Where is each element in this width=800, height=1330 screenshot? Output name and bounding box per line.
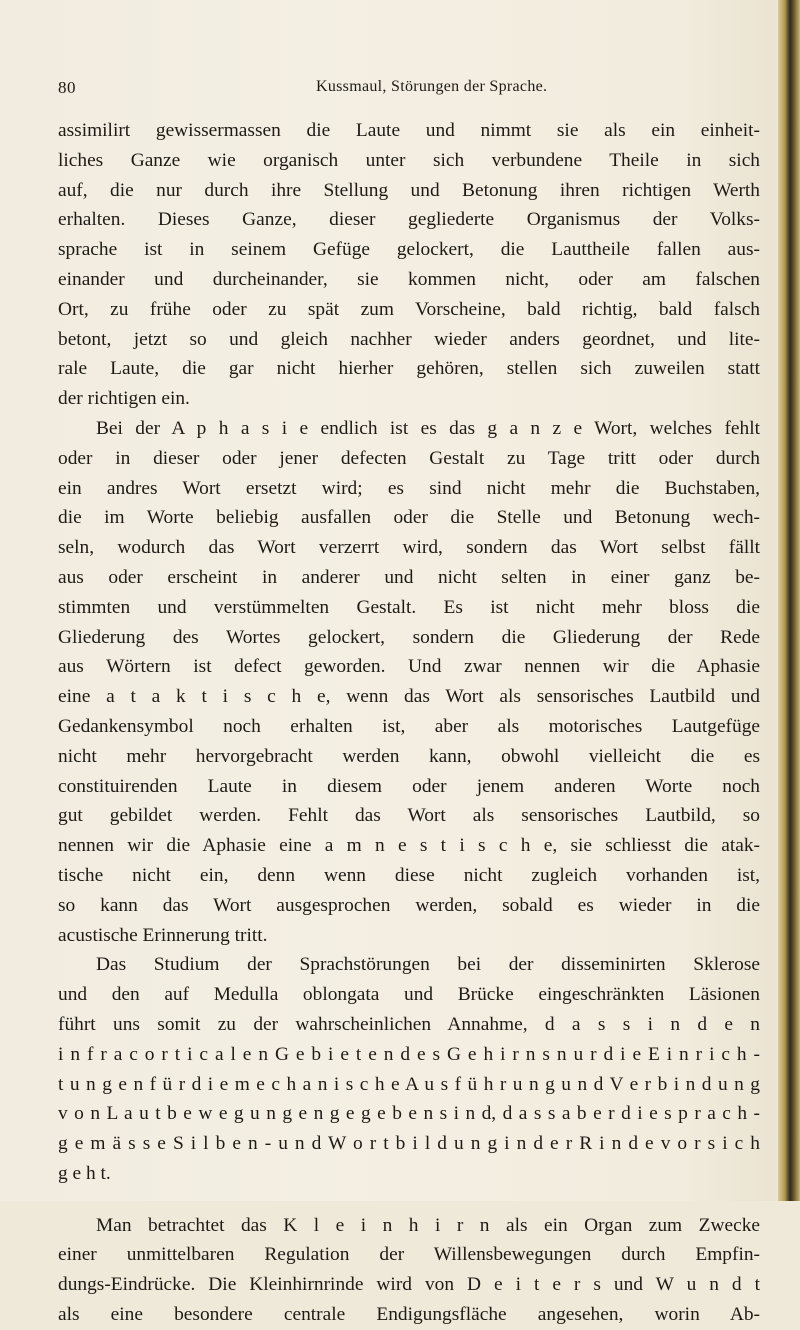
text-line: die im Worte beliebig ausfallen oder die Stelle und Betonung wech- — [58, 507, 760, 529]
text-line: so kann das Wort ausgesprochen werden, sobald es wieder in die — [58, 894, 760, 916]
text-line: Man betrachtet das K l e i n h i r n als ein Organ zum Zwecke — [96, 1214, 760, 1236]
text-line: t u n g e n f ü r d i e m e c h a n i s c h e A u s f ü h r u n g u n d V e r b i n d u n g — [58, 1073, 760, 1095]
text-line: aus Wörtern ist defect geworden. Und zwar nennen wir die Aphasie — [58, 656, 760, 678]
text-line: einander und durcheinander, sie kommen nicht, oder am falschen — [58, 268, 760, 290]
text-line: i n f r a c o r t i c a l e n G e b i e t e n d e s G e h i r n s n u r d i e E i n r i c h - — [58, 1043, 760, 1065]
text-line: Gedankensymbol noch erhalten ist, aber als motorisches Lautgefüge — [58, 715, 760, 737]
text-line: nicht mehr hervorgebracht werden kann, obwohl vielleicht die es — [58, 745, 760, 767]
text-line: auf, die nur durch ihre Stellung und Betonung ihren richtigen Werth — [58, 179, 760, 201]
text-line: erhalten. Dieses Ganze, dieser gegliederte Organismus der Volks- — [58, 209, 760, 231]
body-text — [58, 116, 760, 1330]
text-line: acustische Erinnerung tritt. — [58, 924, 268, 946]
text-line: aus oder erscheint in anderer und nicht selten in einer ganz be- — [58, 566, 760, 588]
text-line: eine a t a k t i s c h e, wenn das Wort als sensorisches Lautbild und — [58, 686, 760, 708]
page-edge — [778, 0, 800, 1201]
text-line: führt uns somit zu der wahrscheinlichen Annahme, d a s s i n d e n — [58, 1013, 760, 1035]
text-line: assimilirt gewissermassen die Laute und nimmt sie als ein einheit- — [58, 120, 760, 141]
text-line: v o n L a u t b e w e g u n g e n g e g e b e n s i n d, d a s s a b e r d i e s p r a c h - — [58, 1103, 760, 1125]
text-line: der richtigen ein. — [58, 388, 190, 410]
page-number: 80 — [58, 78, 76, 97]
text-line: betont, jetzt so und gleich nachher wieder anders geordnet, und lite- — [58, 328, 760, 350]
text-line: tische nicht ein, denn wenn diese nicht zugleich vorhanden ist, — [58, 864, 760, 886]
text-line: Ort, zu frühe oder zu spät zum Vorscheine, bald richtig, bald falsch — [58, 298, 760, 320]
text-line: als eine besondere centrale Endigungsfläche angesehen, worin Ab- — [58, 1304, 760, 1326]
text-line: constituirenden Laute in diesem oder jenem anderen Worte noch — [58, 775, 760, 797]
text-line: rale Laute, die gar nicht hierher gehören, stellen sich zuweilen statt — [58, 358, 760, 380]
text-line: oder in dieser oder jener defecten Gestalt zu Tage tritt oder durch — [58, 447, 760, 469]
text-line: Gliederung des Wortes gelockert, sondern die Gliederung der Rede — [58, 626, 760, 648]
text-line: g e m ä s s e S i l b e n - u n d W o r t b i l d u n g i n d e r R i n d e v o r s i c h — [58, 1133, 760, 1155]
text-line: sprache ist in seinem Gefüge gelockert, die Lauttheile fallen aus- — [58, 239, 760, 261]
text-line: seln, wodurch das Wort verzerrt wird, sondern das Wort selbst fällt — [58, 537, 760, 559]
text-line: gut gebildet werden. Fehlt das Wort als sensorisches Lautbild, so — [58, 805, 760, 827]
text-line: und den auf Medulla oblongata und Brücke eingeschränkten Läsionen — [58, 984, 760, 1006]
text-line: Bei der A p h a s i e endlich ist es das g a n z e Wort, welches fehlt — [96, 417, 760, 439]
running-title: Kussmaul, Störungen der Sprache. — [316, 78, 548, 95]
text-line: Das Studium der Sprachstörungen bei der disseminirten Sklerose — [96, 954, 760, 976]
paragraph-gap — [58, 1189, 760, 1211]
text-line: einer unmittelbaren Regulation der Willensbewegungen durch Empfin- — [58, 1244, 760, 1266]
text-line: dungs-Eindrücke. Die Kleinhirnrinde wird von D e i t e r s und W u n d t — [58, 1274, 760, 1296]
text-line: liches Ganze wie organisch unter sich verbundene Theile in sich — [58, 149, 760, 171]
page-header — [58, 78, 758, 104]
text-line: stimmten und verstümmelten Gestalt. Es ist nicht mehr bloss die — [58, 596, 760, 618]
text-line: g e h t. — [58, 1162, 111, 1184]
text-line: ein andres Wort ersetzt wird; es sind nicht mehr die Buchstaben, — [58, 477, 760, 499]
text-line: nennen wir die Aphasie eine a m n e s t i s c h e, sie schliesst die atak- — [58, 835, 760, 857]
